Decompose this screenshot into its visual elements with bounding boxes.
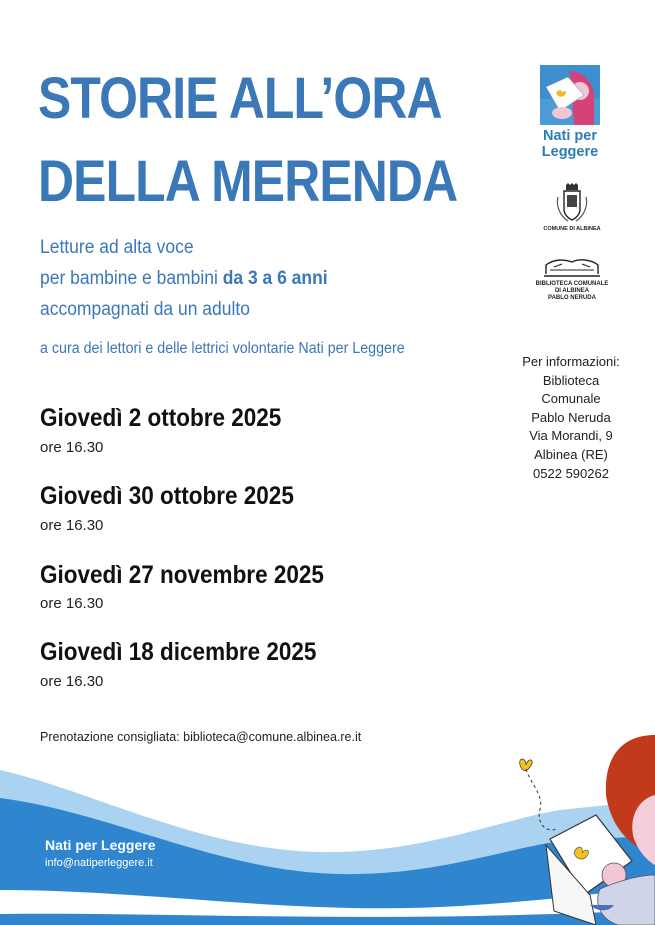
subtitle-line-3: accompagnati da un adulto (40, 299, 250, 320)
info-line: Via Morandi, 9 (529, 428, 613, 444)
npl-logo-line-1: Nati per (543, 128, 597, 144)
subtitle-line-2 (40, 269, 328, 288)
event-date: Giovedì 30 ottobre 2025 (40, 482, 294, 510)
event-date: Giovedì 27 novembre 2025 (40, 561, 324, 589)
age-range: da 3 a 6 anni (222, 268, 328, 289)
biblioteca-label-line-1: BIBLIOTECA COMUNALE (535, 281, 609, 287)
npl-logo-icon (540, 65, 600, 125)
biblioteca-logo-icon (540, 256, 604, 278)
subtitle-line-1: Letture ad alta voce (40, 237, 194, 258)
event-time: ore 16.30 (40, 673, 104, 690)
biblioteca-label-line-2: DI ALBINEA (554, 288, 590, 294)
contact-info (505, 353, 637, 483)
event-time: ore 16.30 (40, 595, 104, 612)
event-time: ore 16.30 (40, 439, 104, 456)
info-line: Comunale (541, 391, 601, 407)
event-date: Giovedì 2 ottobre 2025 (40, 404, 282, 432)
footer-brand: Nati per Leggere (45, 837, 156, 853)
biblioteca-label-line-3: PABLO NERUDA (548, 295, 596, 301)
npl-logo-text (530, 128, 610, 160)
info-line: Biblioteca (542, 372, 600, 388)
info-line: Pablo Neruda (531, 409, 611, 425)
biblioteca-label (532, 281, 612, 302)
comune-crest-icon (555, 183, 589, 223)
info-line: Per informazioni: (522, 354, 620, 369)
npl-logo-line-2: Leggere (541, 144, 599, 160)
footer-email: info@natiperleggere.it (45, 857, 153, 869)
child-reading-illustration (500, 735, 655, 925)
event-time: ore 16.30 (40, 517, 104, 534)
comune-label: COMUNE DI ALBINEA (543, 226, 601, 232)
info-line: 0522 590262 (533, 465, 609, 481)
curator-text: a cura dei lettori e delle lettrici volontarie Nati per Leggere (40, 340, 405, 357)
title-line-1: STORIE ALL’ORA (38, 66, 442, 131)
booking-info: Prenotazione consigliata: biblioteca@comune.albinea.re.it (40, 730, 362, 744)
title-line-2: DELLA MERENDA (38, 149, 458, 214)
subtitle-line-2-text: per bambine e bambini (40, 268, 223, 289)
event-date: Giovedì 18 dicembre 2025 (40, 638, 317, 666)
info-line: Albinea (RE) (534, 446, 608, 462)
